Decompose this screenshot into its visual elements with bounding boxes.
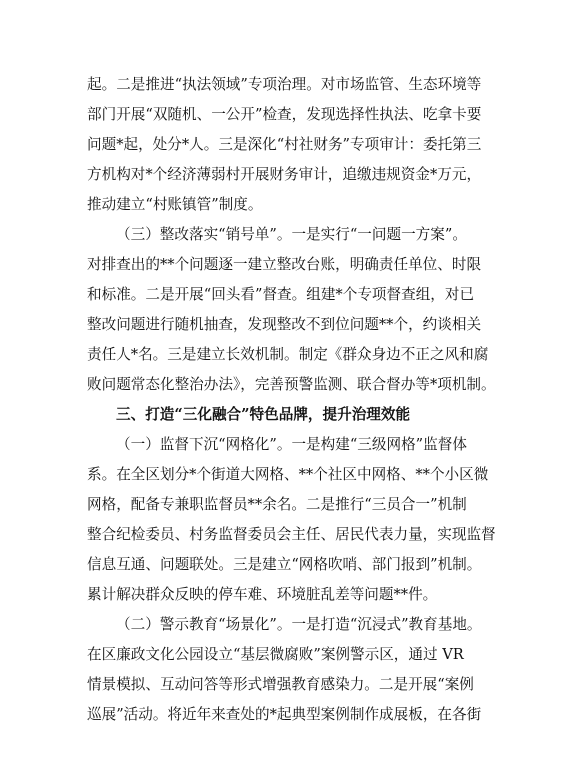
- paragraph-line: 败问题常态化整治办法》，完善预警监测、联合督办等*项机制。: [87, 376, 496, 393]
- paragraph-line: 信息互通、问题联处。三是建立“网格吹哨、部门报到”机制。: [87, 556, 482, 573]
- subsection-heading-line: （二）警示教育“场景化”。一是打造“沉浸式”教育基地。: [116, 616, 482, 633]
- paragraph-line: 巡展”活动。将近年来查处的*起典型案例制作成展板，在各街: [87, 706, 482, 723]
- paragraph-line: 情景模拟、互动问答等形式增强教育感染力。二是开展“案例: [87, 676, 474, 693]
- paragraph-line: 问题*起，处分*人。三是深化“村社财务”专项审计：委托第三: [87, 136, 482, 153]
- paragraph-line: 对排查出的**个问题逐一建立整改台账，明确责任单位、时限: [87, 256, 482, 273]
- subsection-heading-line: （一）监督下沉“网格化”。一是构建“三级网格”监督体: [116, 436, 467, 453]
- paragraph-line: 责任人*名。三是建立长效机制。制定《群众身边不正之风和腐: [87, 346, 489, 363]
- paragraph-line: 系。在全区划分*个街道大网格、**个社区中网格、**个小区微: [87, 466, 489, 483]
- paragraph-line: 和标准。二是开展“回头看”督查。组建*个专项督查组，对已: [87, 286, 475, 303]
- paragraph-line: 起。二是推进“执法领域”专项治理。对市场监管、生态环境等: [87, 76, 482, 93]
- paragraph-line: 方机构对*个经济薄弱村开展财务审计，追缴违规资金*万元，: [87, 166, 482, 183]
- paragraph-line: 推动建立“村账镇管”制度。: [87, 196, 263, 213]
- section-heading: 三、打造“三化融合”特色品牌，提升治理效能: [116, 406, 411, 423]
- paragraph-line: 累计解决群众反映的停车难、环境脏乱差等问题**件。: [87, 586, 438, 603]
- paragraph-line: 部门开展“双随机、一公开”检查，发现选择性执法、吃拿卡要: [87, 106, 482, 123]
- subsection-heading-line: （三）整改落实“销号单”。一是实行“一问题一方案”。: [116, 226, 467, 243]
- paragraph-line: 整合纪检委员、村务监督委员会主任、居民代表力量，实现监督: [87, 526, 496, 543]
- paragraph-line: 整改问题进行随机抽查，发现整改不到位问题**个，约谈相关: [87, 316, 482, 333]
- paragraph-line: 网格，配备专兼职监督员**余名。二是推行“三员合一”机制: [87, 496, 467, 513]
- paragraph-line: 在区廉政文化公园设立“基层微腐败”案例警示区，通过 VR: [87, 646, 464, 663]
